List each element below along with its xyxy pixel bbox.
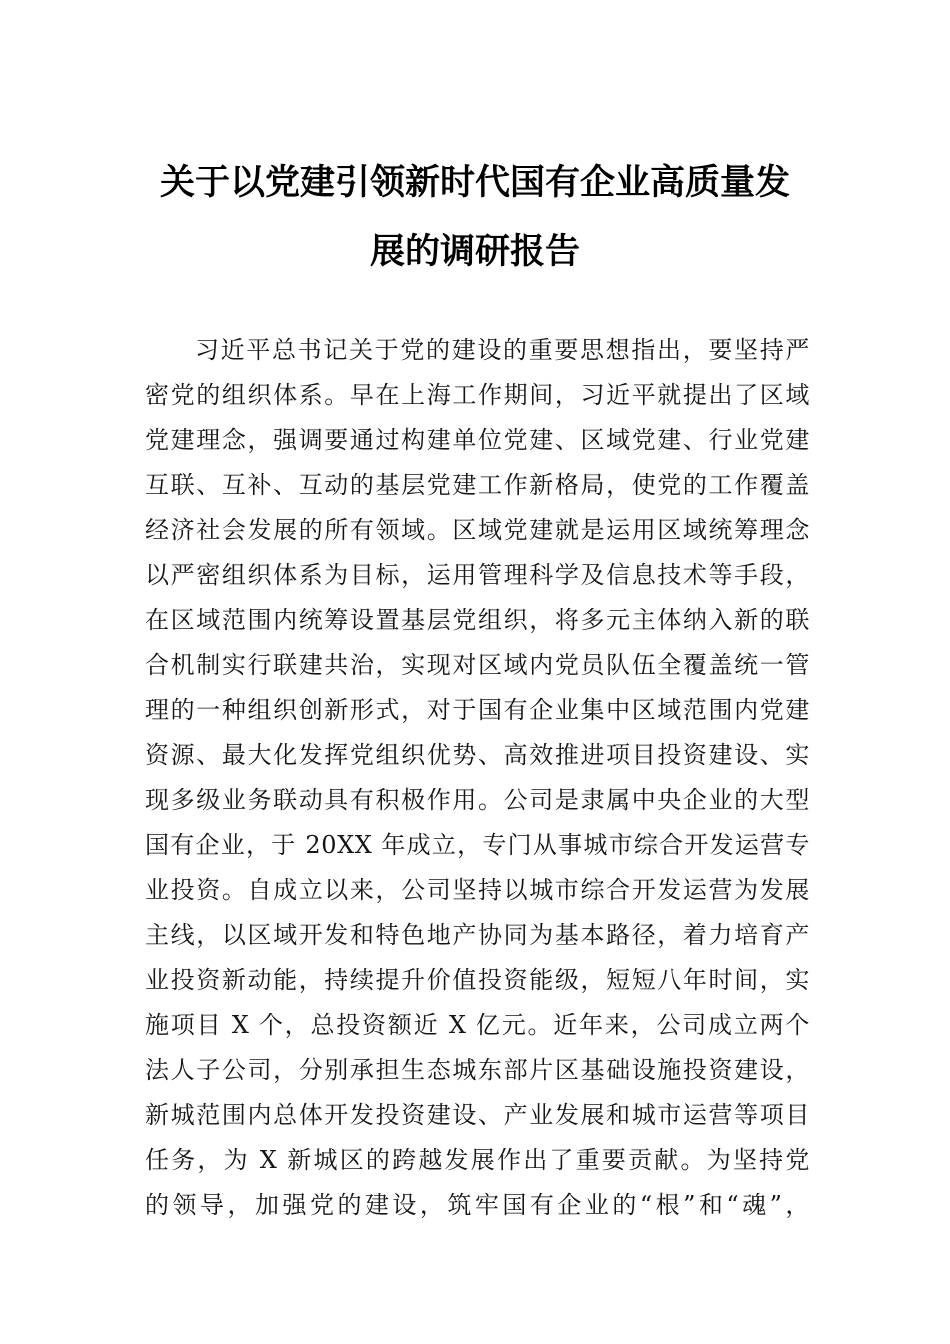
body-paragraph-line-8: 合机制实行联建共治，实现对区域内党员队伍全覆盖统一管 <box>145 651 810 679</box>
body-paragraph-line-20: 的领导，加强党的建设，筑牢国有企业的“根”和“魂”， <box>145 1191 810 1219</box>
body-paragraph-line-1: 习近平总书记关于党的建设的重要思想指出，要坚持严 <box>195 336 810 364</box>
body-paragraph-line-10: 资源、最大化发挥党组织优势、高效推进项目投资建设、实 <box>145 741 810 769</box>
document-title-line-1: 关于以党建引领新时代国有企业高质量发 <box>159 162 790 203</box>
body-paragraph-line-15: 业投资新动能，持续提升价值投资能级，短短八年时间，实 <box>145 966 810 994</box>
body-paragraph-line-18: 新城范围内总体开发投资建设、产业发展和城市运营等项目 <box>145 1101 810 1129</box>
body-paragraph-line-2: 密党的组织体系。早在上海工作期间，习近平就提出了区域 <box>145 381 810 409</box>
body-paragraph-line-3: 党建理念，强调要通过构建单位党建、区域党建、行业党建 <box>145 426 810 454</box>
body-paragraph-line-5: 经济社会发展的所有领域。区域党建就是运用区域统筹理念 <box>145 516 810 544</box>
body-paragraph-line-7: 在区域范围内统筹设置基层党组织，将多元主体纳入新的联 <box>145 606 810 634</box>
body-paragraph-line-12: 国有企业，于 20XX 年成立，专门从事城市综合开发运营专 <box>145 831 810 859</box>
document-title-line-2: 展的调研报告 <box>369 231 580 272</box>
body-paragraph-line-14: 主线，以区域开发和特色地产协同为基本路径，着力培育产 <box>145 921 810 949</box>
body-paragraph-line-9: 理的一种组织创新形式，对于国有企业集中区域范围内党建 <box>145 696 810 724</box>
body-paragraph-line-6: 以严密组织体系为目标，运用管理科学及信息技术等手段， <box>145 561 810 589</box>
body-paragraph-line-4: 互联、互补、互动的基层党建工作新格局，使党的工作覆盖 <box>145 471 810 499</box>
body-paragraph-line-16: 施项目 X 个，总投资额近 X 亿元。近年来，公司成立两个 <box>145 1011 810 1039</box>
body-paragraph-line-19: 任务，为 X 新城区的跨越发展作出了重要贡献。为坚持党 <box>145 1146 810 1174</box>
body-paragraph-line-11: 现多级业务联动具有积极作用。公司是隶属中央企业的大型 <box>145 786 810 814</box>
body-paragraph-line-13: 业投资。自成立以来，公司坚持以城市综合开发运营为发展 <box>145 876 810 904</box>
body-paragraph-line-17: 法人子公司，分别承担生态城东部片区基础设施投资建设， <box>145 1056 810 1084</box>
